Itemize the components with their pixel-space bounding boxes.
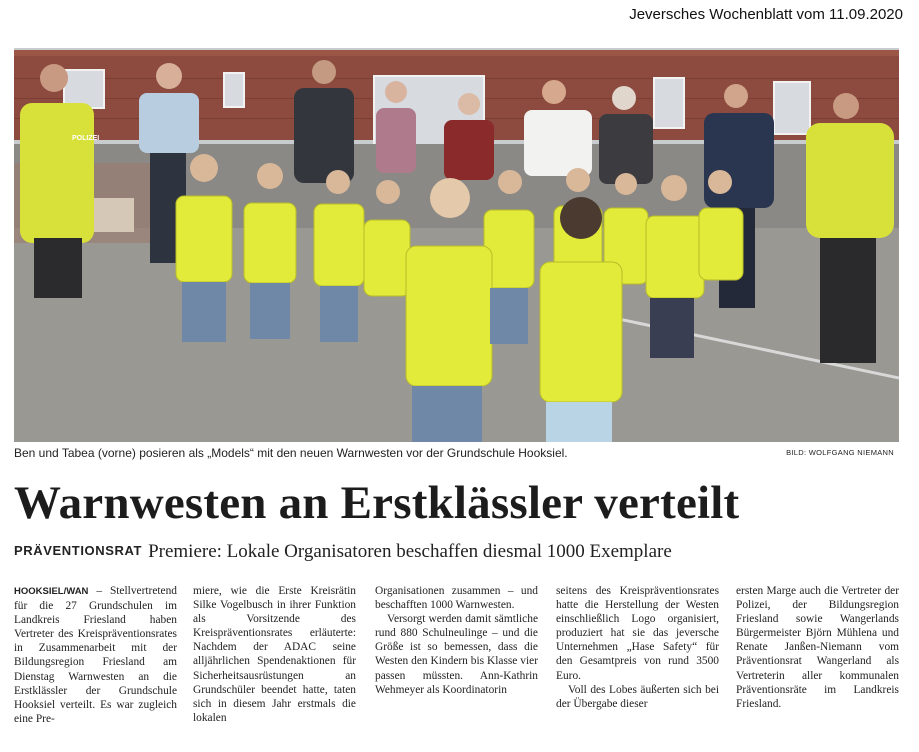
- column-4: [556, 584, 719, 711]
- article-body: [14, 584, 899, 752]
- photo-caption: Ben und Tabea (vorne) posieren als „Models“ mit den neuen Warnwesten vor der Grundschule Hooksiel.: [14, 446, 568, 460]
- subheadline-row: [14, 541, 672, 563]
- column-3-text-2: Versorgt werden damit sämtliche rund 880 Schulneulinge – und die Größe ist so bemessen, dass die Westen den Kindern bis Klasse vier passen müssten. Ann-Kathrin Wehmeyer als Koordinatorin: [375, 613, 538, 696]
- photo-illustration: [14, 48, 899, 442]
- column-2: [193, 584, 356, 725]
- column-1-text: – Stellvertretend für die 27 Grundschulen im Landkreis Friesland haben Vertreter des Kreispräventionsrates in Zusammenarbeit mit der Bildungsregion Friesland am Dienstag Warnwesten an die Erstklässler der Grundschule Hooksiel verteilt. Es war zugleich eine Pre-: [14, 585, 177, 725]
- dateline: HOOKSIEL/WAN: [14, 586, 89, 597]
- column-3-text-1: Organisationen zusammen – und beschafften 1000 Warnwesten.: [375, 585, 538, 612]
- column-5: [736, 584, 899, 711]
- headline: Warnwesten an Erstklässler verteilt: [14, 477, 740, 529]
- photo-caption-row: [14, 446, 894, 462]
- subheadline: Premiere: Lokale Organisatoren beschaffen diesmal 1000 Exemplare: [148, 541, 672, 562]
- column-1: [14, 584, 177, 726]
- column-4-text-2: Voll des Lobes äußerten sich bei der Übergabe dieser: [556, 683, 719, 710]
- column-2-text: miere, wie die Erste Kreisrätin Silke Vogelbusch in ihrer Funktion als Vorsitzende des Kreispräventionsrates erläuterte: Nachdem der ADAC seine alljährlichen Spendenaktionen für Sicherheitsausrüstungen an Grundschüler beendet hatte, taten sich in diesem Jahr erstmals die lokalen: [193, 585, 356, 724]
- vest-label: POLIZEI: [72, 135, 100, 142]
- source-line: Jeversches Wochenblatt vom 11.09.2020: [629, 6, 903, 23]
- column-3: [375, 584, 538, 697]
- column-5-text: ersten Marge auch die Vertreter der Polizei, der Bildungsregion Friesland sowie Wangerlands Bürgermeister Björn Mühlena und Renate Janßen-Niemann vom Präventionsrat Wangerland als Vertreterin aller kommunalen Präventionsräte im Landkreis Friesland.: [736, 585, 899, 710]
- kicker: PRÄVENTIONSRAT: [14, 543, 143, 558]
- article-photo: [14, 48, 899, 442]
- column-4-text-1: seitens des Kreispräventionsrates hatte die Herstellung der Westen einschließlich Logo organisiert, produziert hat sie das jeversche Unternehmen „Hase Safety“ für den Gesamtpreis von rund 3500 Euro.: [556, 585, 719, 682]
- photo-credit: BILD: WOLFGANG NIEMANN: [786, 448, 894, 457]
